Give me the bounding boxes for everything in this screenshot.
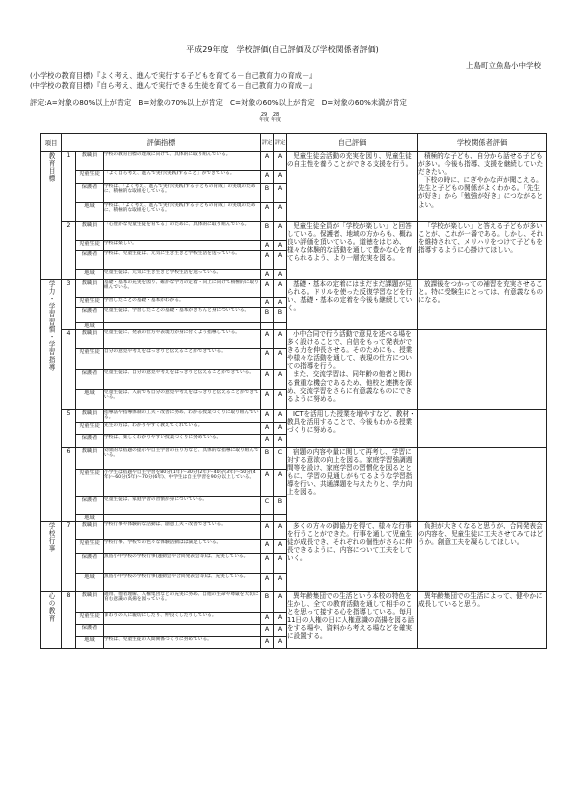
- self-eval-text: 基礎・基本の定着にはまだまだ課題が見られる。ドリルを使った反復学習などを行い、基礎・基本の定着を今後も継続していく。: [287, 280, 413, 313]
- block-number: 2: [62, 222, 76, 280]
- grade-28-cell: A: [274, 540, 287, 554]
- section-group: [41, 592, 62, 649]
- grade-28-cell: A: [274, 390, 287, 410]
- grade-28-cell: A: [274, 522, 287, 540]
- stakeholder-cell: 地域: [76, 515, 104, 522]
- related-eval-cell: [418, 222, 547, 280]
- self-eval-cell: [287, 592, 418, 649]
- grade-28-cell: A: [274, 222, 287, 241]
- grade-28-cell: A: [274, 435, 287, 448]
- related-eval-text-2: 下校の時に、にぎやかな声が聞こえる。先生と子どもの関係がよくわかる。「先生が好き」から「勉強が好き」につながるとよい。: [418, 176, 544, 209]
- table-row: [41, 222, 547, 241]
- grade-28-cell: A: [274, 171, 287, 184]
- stakeholder-cell: 地域: [76, 323, 104, 330]
- grade-29-cell: A: [261, 554, 274, 574]
- block-number: 1: [62, 152, 76, 222]
- self-eval-text: 児童生徒会活動の充実を図り、児童生徒の自主性を養うことができる支援を行う。: [287, 152, 413, 169]
- indicator-cell: 学習したことの基礎・基本がわかる。: [104, 298, 261, 308]
- indicator-cell: 基礎・基本の充実を図り、確かな学力の定着・向上に向けて積極的に取り組んでいる。: [104, 280, 261, 298]
- grade-29-cell: [261, 323, 274, 330]
- grade-29-cell: A: [261, 410, 274, 423]
- related-eval-cell: [418, 280, 547, 330]
- year-label-28: 28年度: [271, 112, 282, 124]
- section-group: [41, 152, 62, 280]
- grade-29-cell: [261, 515, 274, 522]
- self-eval-cell: [287, 522, 418, 592]
- stakeholder-cell: 児童生徒: [76, 241, 104, 251]
- grade-28-cell: A: [274, 251, 287, 270]
- table-row: [41, 522, 547, 540]
- stakeholder-cell: 地域: [76, 270, 104, 280]
- stakeholder-cell: 教職員: [76, 280, 104, 298]
- indicator-cell: 児童生徒は、家庭学習の習慣が身についている。: [104, 497, 261, 515]
- stakeholder-cell: 教職員: [76, 330, 104, 349]
- header-item: 項目: [41, 134, 62, 152]
- section-group-label: 心の教育: [47, 592, 56, 623]
- block-number: 7: [62, 522, 76, 592]
- table-row: [41, 280, 547, 298]
- section-group-label: 学校行事: [47, 522, 56, 553]
- grade-29-cell: A: [261, 637, 274, 649]
- stakeholder-cell: 地域: [76, 390, 104, 410]
- stakeholder-cell: 保護者: [76, 554, 104, 574]
- stakeholder-cell: 児童生徒: [76, 613, 104, 625]
- table-row: [41, 152, 547, 171]
- grade-29-cell: A: [261, 270, 274, 280]
- grade-28-cell: A: [274, 349, 287, 370]
- indicator-cell: 児童生徒に、発表の仕方や表現力が身に付くよう指導している。: [104, 330, 261, 349]
- section-group: [41, 522, 62, 592]
- grade-29-cell: A: [261, 423, 274, 435]
- grade-29-cell: A: [261, 540, 274, 554]
- related-eval-text: 「学校が楽しい」と答える子どもが多いことが、これが一番である。しかし、それを維持されて、メリハリをつけて子どもを指導するように心掛けてほしい。: [418, 222, 544, 255]
- related-eval-text: 負担が大きくなると思うが、合同発表会の内容を、児童生徒に工夫させてみてはどうか。創意工夫を凝らしてほしい。: [418, 522, 544, 547]
- indicator-cell: 学校は、児童生徒の人間関係づくりに努めている。: [104, 637, 261, 649]
- table-row: [41, 330, 547, 349]
- indicator-cell: 児童生徒は、自分の意見や考えをはっきりと伝えることができている。: [104, 370, 261, 390]
- grade-29-cell: A: [261, 390, 274, 410]
- grade-29-cell: A: [261, 370, 274, 390]
- indicator-cell: 学校行事や体験的な活動は、創意工夫・改善できている。: [104, 522, 261, 540]
- grading-criteria: 評定:A=対象の80%以上が肯定 B=対象の70%以上が肯定 C=対象の60%以上が肯定 D=対象の60%未満が肯定: [30, 98, 407, 107]
- self-eval-text: 小中合同で行う活動で意見を述べる場を多く設けることで、自信をもって発表ができる力を伸長させる。そのためにも、授業や様々な活動を通して、表現の仕方についての指導を行う。: [287, 330, 413, 371]
- indicator-cell: 学校の教育目標の達成に向けて、具体的に取り組んでいる。: [104, 152, 261, 171]
- header-grade-29: 評定: [261, 134, 274, 152]
- block-number: 6: [62, 448, 76, 522]
- self-eval-text: 多くの方々の御協力を得て、様々な行事を行うことができた。行事を通して児童生徒が成長でき、それぞれの個性がさらに伸長できるように、内容について工夫をしていく。: [287, 522, 413, 563]
- stakeholder-cell: 児童生徒: [76, 470, 104, 497]
- section-group-label: 学力・学習習慣・学習指導: [47, 280, 56, 372]
- grade-28-cell: A: [274, 554, 287, 574]
- indicator-cell: [104, 515, 261, 522]
- indicator-cell: [104, 625, 261, 637]
- related-eval-cell: [418, 592, 547, 649]
- grade-29-cell: A: [261, 349, 274, 370]
- table-header-row: [41, 134, 547, 152]
- self-eval-text: 児童生徒全員が「学校が楽しい」と回答している。保護者、地域の方からも、概ね良い評価を頂いている。道徳をはじめ、様々な体験的な活動を通して豊かな心を育てられるよう、より一層充実を図る。: [287, 222, 413, 263]
- grade-29-cell: A: [261, 574, 274, 592]
- grade-29-cell: A: [261, 280, 274, 298]
- grade-28-cell: A: [274, 370, 287, 390]
- grade-29-cell: A: [261, 241, 274, 251]
- header-related-eval: 学校関係者評価: [418, 134, 547, 152]
- grade-29-cell: A: [261, 435, 274, 448]
- indicator-cell: [104, 323, 261, 330]
- grade-29-cell: A: [261, 298, 274, 308]
- related-eval-cell: [418, 152, 547, 222]
- stakeholder-cell: 保護者: [76, 435, 104, 448]
- indicator-cell: 児童生徒は、元気に生き生きと学校生活を送っている。: [104, 270, 261, 280]
- indicator-cell: 効果的な宿題の提示や自主学習の在り方など、具体的な指導に取り組んでいる。: [104, 448, 261, 470]
- related-eval-text: 放課後をつかっての補習を充実させること。特に受験生にとっては、有意義なものになる。: [418, 280, 544, 305]
- related-eval-cell: [418, 410, 547, 448]
- grade-29-cell: A: [261, 470, 274, 497]
- grade-28-cell: A: [274, 470, 287, 497]
- stakeholder-cell: 児童生徒: [76, 540, 104, 554]
- stakeholder-cell: 保護者: [76, 370, 104, 390]
- indicator-cell: 指導法や指導体制の工夫・改善に努め、わかる授業づくりに取り組んでいる。: [104, 410, 261, 423]
- stakeholder-cell: 地域: [76, 637, 104, 649]
- grade-28-cell: A: [274, 298, 287, 308]
- header-self-eval: 自己評価: [287, 134, 418, 152]
- grade-28-cell: A: [274, 625, 287, 637]
- indicator-cell: 魚島小中学校の学校行事(運動会や合同発表会等)は、充実している。: [104, 574, 261, 592]
- indicator-cell: 小学生は宿題や自主学習を80分(1年)～30分(2年)～40分(3年)～50分(4年)～60分(5年)～70分(6年)、中学生は自主学習を90分以上している。: [104, 470, 261, 497]
- indicator-cell: まわりの人に親切にしたり、仲良くしたりしている。: [104, 613, 261, 625]
- grade-28-cell: A: [274, 574, 287, 592]
- indicator-cell: 学校は、「よく考え、進んで実行(実践)する子どもの育成」の実現のために、積極的な取組をしている。: [104, 203, 261, 222]
- block-number: 8: [62, 592, 76, 649]
- block-number: 4: [62, 330, 76, 410]
- grade-28-cell: [274, 323, 287, 330]
- grade-29-cell: B: [261, 222, 274, 241]
- table-row: [41, 410, 547, 423]
- grade-28-cell: A: [274, 423, 287, 435]
- grade-28-cell: A: [274, 637, 287, 649]
- header-indicator: 評価指標: [62, 134, 261, 152]
- related-eval-text: 異年齢集団での生活によって、健やかに成長していると思う。: [418, 592, 543, 609]
- stakeholder-cell: 保護者: [76, 308, 104, 323]
- grade-28-cell: A: [274, 280, 287, 298]
- self-eval-cell: [287, 222, 418, 280]
- grade-29-cell: A: [261, 203, 274, 222]
- grade-29-cell: A: [261, 171, 274, 184]
- related-eval-text: 積極的な子ども、自分から話せる子どもが多い。今後も指導、支援を継続していただきたい。: [418, 152, 544, 177]
- indicator-cell: 学校は、楽しくわかりやすい授業づくりに努めている。: [104, 435, 261, 448]
- grade-28-cell: C: [274, 448, 287, 470]
- stakeholder-cell: 保護者: [76, 251, 104, 270]
- self-eval-cell: [287, 330, 418, 410]
- grade-29-cell: A: [261, 251, 274, 270]
- stakeholder-cell: 地域: [76, 203, 104, 222]
- stakeholder-cell: 地域: [76, 574, 104, 592]
- stakeholder-cell: 教職員: [76, 222, 104, 241]
- school-name: 上島町立魚島小中学校: [466, 61, 541, 70]
- grade-29-cell: A: [261, 522, 274, 540]
- indicator-cell: 「よく自ら考え、進んで実行(実践)すること」ができている。: [104, 171, 261, 184]
- indicator-cell: 学校は、児童生徒は、元気に生き生きと学校生活を送っている。: [104, 251, 261, 270]
- grade-29-cell: B: [261, 308, 274, 323]
- grade-29-cell: A: [261, 625, 274, 637]
- grade-28-cell: A: [274, 184, 287, 203]
- block-number: 5: [62, 410, 76, 448]
- indicator-cell: 児童生徒は、学習したことの基礎・基本がきちんと身についている。: [104, 308, 261, 323]
- self-eval-text: 宿題の内容や量に関して再考し、学習に対する意欲の向上を図る。家庭学習強調週間等を設け、家庭学習の習慣化を図るとともに、学習の見通しがもてるような学習指導を行い、共通課題を与えたりと、学力向上を図る。: [287, 448, 413, 497]
- grade-29-cell: B: [261, 448, 274, 470]
- self-eval-text: 異年齢集団での生活という本校の特色を生かし、全ての教育活動を通して相手のことを思って接する心を指導している。毎月11日の人権の日に人権意識の高揚を図る話をする場や、資料から考える場などを確実に設置する。: [287, 592, 415, 641]
- indicator-cell: 自分の意見や考えをはっきりと伝えることができている。: [104, 349, 261, 370]
- grade-28-cell: A: [274, 330, 287, 349]
- grade-29-cell: A: [261, 152, 274, 171]
- grade-29-cell: A: [261, 330, 274, 349]
- grade-29-cell: A: [261, 613, 274, 625]
- indicator-cell: 児童生徒は、人前でも自分の意見や考えをはっきりと伝えることができている。: [104, 390, 261, 410]
- stakeholder-cell: 児童生徒: [76, 423, 104, 435]
- grade-28-cell: A: [274, 241, 287, 251]
- grade-29-cell: B: [261, 184, 274, 203]
- grade-29-cell: B: [261, 592, 274, 613]
- stakeholder-cell: 教職員: [76, 522, 104, 540]
- grade-28-cell: A: [274, 613, 287, 625]
- indicator-cell: 学校行事、学校での色々な体験活動はは満足している。: [104, 540, 261, 554]
- grade-28-cell: B: [274, 308, 287, 323]
- indicator-cell: 魚島小中学校の学校行事(運動会や合同発表会等)は、充実している。: [104, 554, 261, 574]
- self-eval-cell: [287, 152, 418, 222]
- stakeholder-cell: 児童生徒: [76, 171, 104, 184]
- indicator-cell: 適帯、他者理解、人権集団などの充実に努め、自他の生命や尊厳を大切に育む意識の高揚を図っている。: [104, 592, 261, 613]
- stakeholder-cell: 教職員: [76, 152, 104, 171]
- indicator-cell: 先生の方は、わかりやすく教えてくれている。: [104, 423, 261, 435]
- stakeholder-cell: 児童生徒: [76, 298, 104, 308]
- grade-28-cell: A: [274, 592, 287, 613]
- stakeholder-cell: 保護者: [76, 625, 104, 637]
- self-eval-text: ICTを活用した授業を増やすなど、教材・教具を活用することで、今後もわかる授業づくりに努める。: [287, 410, 416, 435]
- stakeholder-cell: 教職員: [76, 592, 104, 613]
- section-group: [41, 280, 62, 522]
- grade-28-cell: A: [274, 203, 287, 222]
- self-eval-cell: [287, 410, 418, 448]
- header-grade-28: 評定: [274, 134, 287, 152]
- stakeholder-cell: 教職員: [76, 448, 104, 470]
- year-label-29: 29年度: [259, 112, 270, 124]
- indicator-cell: 学校は楽しい。: [104, 241, 261, 251]
- block-number: 3: [62, 280, 76, 330]
- self-eval-cell: [287, 280, 418, 330]
- evaluation-table: [40, 133, 547, 649]
- elementary-goal: (小学校の教育目標)『よく考え、進んで実行する子どもを育てる－自己教育力の育成－』: [30, 71, 317, 80]
- grade-28-cell: A: [274, 152, 287, 171]
- stakeholder-cell: 保護者: [76, 497, 104, 515]
- grade-29-cell: C: [261, 497, 274, 515]
- self-eval-cell: [287, 448, 418, 522]
- grade-28-cell: A: [274, 270, 287, 280]
- junior-high-goal: (中学校の教育目標)『自ら考え、進んで実行できる生徒を育てる－自己教育力の育成－』: [30, 81, 317, 90]
- related-eval-cell: [418, 522, 547, 592]
- grade-28-cell: A: [274, 410, 287, 423]
- indicator-cell: 学校は、「よく考え、進んで実行(実践)する子どもの育成」の実現のために、積極的な取組をしている。: [104, 184, 261, 203]
- related-eval-cell: [418, 330, 547, 410]
- stakeholder-cell: 児童生徒: [76, 349, 104, 370]
- stakeholder-cell: 教職員: [76, 410, 104, 423]
- section-group-label: 教育目標: [47, 152, 56, 183]
- grade-28-cell: [274, 515, 287, 522]
- grade-28-cell: B: [274, 497, 287, 515]
- stakeholder-cell: 保護者: [76, 184, 104, 203]
- related-eval-cell: [418, 448, 547, 522]
- table-row: [41, 448, 547, 470]
- self-eval-text-2: また、交流学習は、同年齢の他者と関わる貴重な機会であるため、他校と連携を深め、交流学習をさらに有意義なものにできるように努める。: [287, 370, 413, 403]
- indicator-cell: 「心豊かな児童生徒を育てる」のために、具体的に取り組んでいる。: [104, 222, 261, 241]
- document-title: 平成29年度 学校評価(自己評価及び学校関係者評価): [186, 45, 379, 54]
- table-row: [41, 592, 547, 613]
